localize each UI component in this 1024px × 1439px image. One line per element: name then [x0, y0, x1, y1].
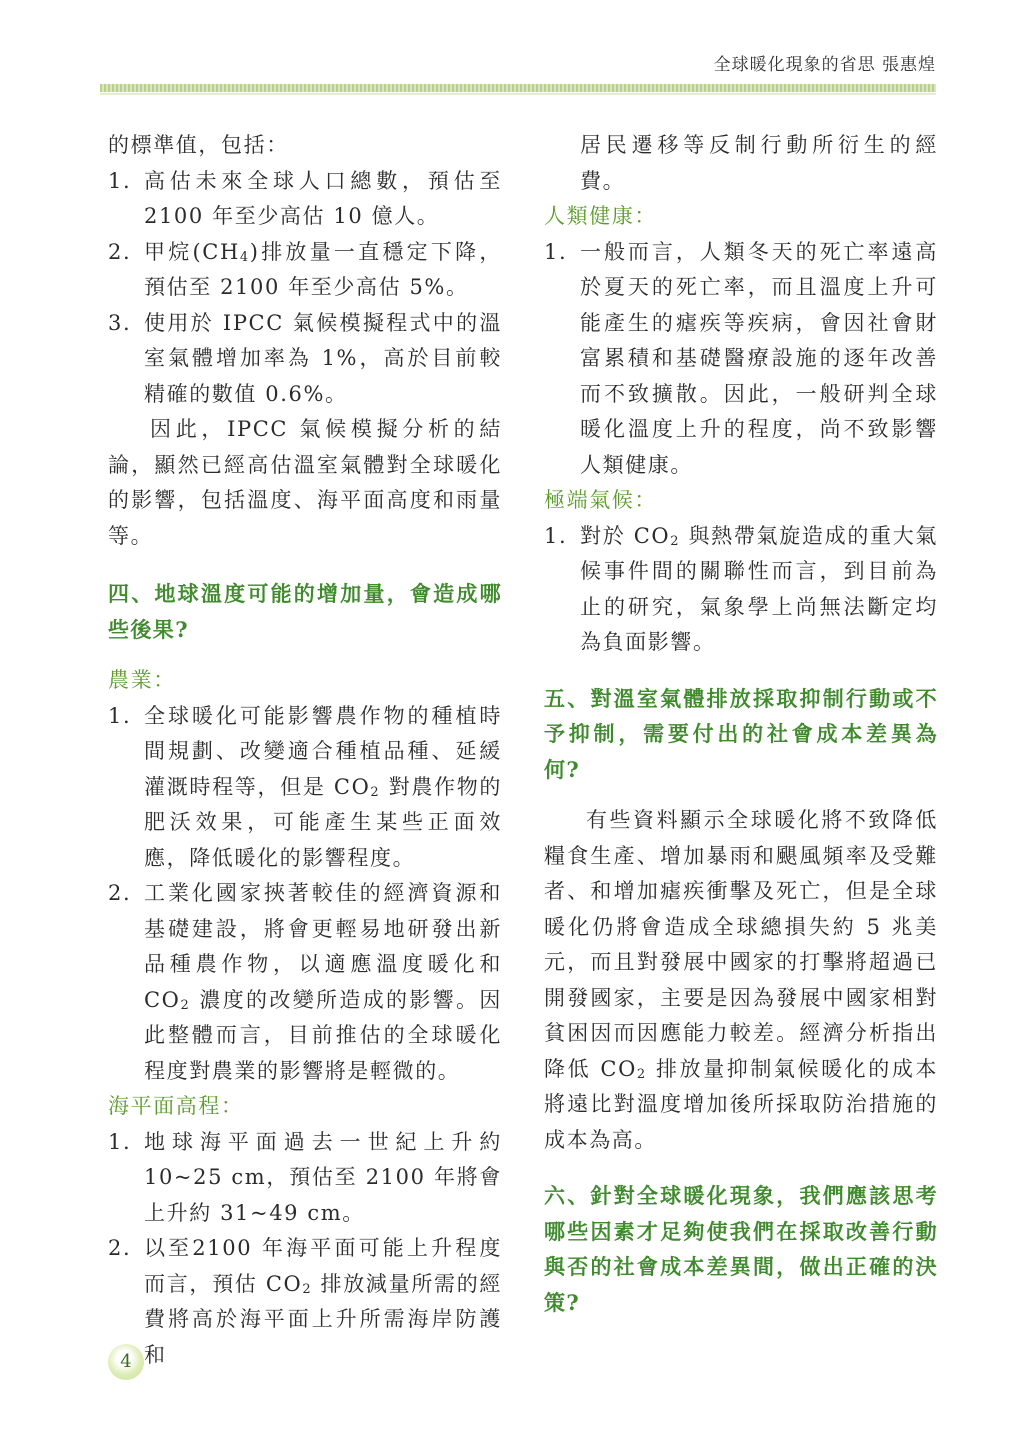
list-number: 1. — [544, 239, 568, 264]
list-number: 1. — [108, 1129, 132, 1154]
list-item — [544, 235, 938, 484]
paragraph-intro: 的標準值，包括： — [108, 133, 289, 157]
list-number: 3. — [108, 310, 132, 335]
list-item — [108, 164, 502, 235]
header-divider — [100, 84, 936, 92]
list-number: 2. — [108, 239, 132, 264]
list-number: 1. — [108, 703, 132, 728]
list-item — [108, 1125, 502, 1232]
list-text: 以至2100 年海平面可能上升程度而言，預估 $CO_2$ 排放減量所需的經費將高於海平面上升所需海岸防護和 — [144, 1236, 502, 1367]
list-text: 地球海平面過去一世紀上升約10~25 cm，預估至 2100 年將會上升約 31~49 cm。 — [144, 1129, 502, 1225]
section-heading-6: 六、針對全球暖化現象，我們應該思考哪些因素才足夠使我們在採取改善行動與否的社會成本差異間，做出正確的決策? — [544, 1183, 938, 1315]
section-heading-4: 四、地球溫度可能的增加量，會造成哪些後果? — [108, 581, 502, 642]
list-text: 高估未來全球人口總數，預估至2100 年至少高估 10 億人。 — [144, 168, 502, 228]
list-item — [108, 235, 502, 306]
list-number: 2. — [108, 881, 132, 905]
running-header: 全球暖化現象的省思 張惠煌 — [713, 55, 936, 75]
list-text: 使用於 IPCC 氣候模擬程式中的溫室氣體增加率為 1%，高於目前較精確的數值 0.6%。 — [144, 310, 502, 406]
subheading-extreme-weather: 極端氣候： — [544, 488, 657, 512]
paragraph-continued: 居民遷移等反制行動所衍生的經費。 — [580, 133, 938, 193]
list-text: 甲烷$(CH_4)$排放量一直穩定下降，預估至 2100 年至少高估 5%。 — [144, 239, 503, 299]
right-column — [544, 128, 938, 1320]
list-item — [108, 699, 502, 877]
list-item — [108, 1231, 502, 1373]
page-number-badge: 4 — [108, 1344, 144, 1380]
list-number: 1. — [108, 168, 132, 193]
paragraph-section5: 有些資料顯示全球暖化將不致降低糧食生產、增加暴雨和颶風頻率及受難者、和增加瘧疾衝擊及死亡，但是全球暖化仍將會造成全球總損失約 5 兆美元，而且對發展中國家的打擊將超過已開發國家，主要是因為發展中國家相對貧困因而因應能力較差。經濟分析指出降低 $CO_2$ 排放量抑制氣候暖化的成本將遠比對溫度增加後所採取防治措施的成本為高。 — [544, 808, 938, 1152]
list-item — [544, 519, 938, 661]
section-heading-5: 五、對溫室氣體排放採取抑制行動或不予抑制，需要付出的社會成本差異為何? — [544, 685, 938, 782]
list-number: 2. — [108, 1236, 132, 1260]
subheading-health: 人類健康： — [544, 204, 657, 228]
list-text: 一般而言，人類冬天的死亡率遠高於夏天的死亡率，而且溫度上升可能產生的瘧疾等疾病，會因社會財富累積和基礎醫療設施的逐年改善而不致擴散。因此，一般研判全球暖化溫度上升的程度，尚不致影響人類健康。 — [580, 239, 938, 477]
list-item — [108, 306, 502, 413]
paragraph-conclusion: 因此，IPCC 氣候模擬分析的結論，顯然已經高估溫室氣體對全球暖化的影響，包括溫度、海平面高度和雨量等。 — [108, 417, 502, 548]
list-number: 1. — [544, 523, 568, 548]
subheading-agriculture: 農業： — [108, 668, 176, 692]
list-item — [108, 876, 502, 1089]
list-text: 對於 $CO_2$ 與熱帶氣旋造成的重大氣候事件間的關聯性而言，到目前為止的研究，氣象學上尚無法斷定均為負面影響。 — [580, 523, 938, 654]
list-text: 工業化國家挾著較佳的經濟資源和基礎建設，將會更輕易地研發出新品種農作物，以適應溫度暖化和 $CO_2$ 濃度的改變所造成的影響。因此整體而言，目前推估的全球暖化程度對農業的影響將是輕微的。 — [144, 881, 502, 1083]
subheading-sea-level: 海平面高程： — [108, 1094, 244, 1118]
left-column — [108, 128, 502, 1373]
list-text: 全球暖化可能影響農作物的種植時間規劃、改變適合種植品種、延緩灌溉時程等，但是 $CO_2$ 對農作物的肥沃效果，可能產生某些正面效應，降低暖化的影響程度。 — [144, 703, 502, 870]
header-divider-shadow — [100, 93, 936, 95]
